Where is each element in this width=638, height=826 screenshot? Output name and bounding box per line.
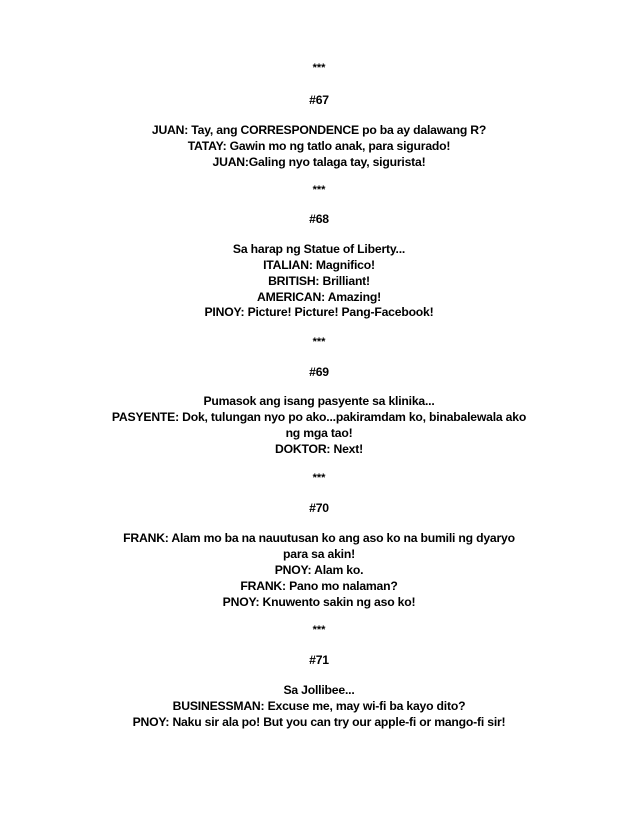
joke-number: #67 [309, 93, 329, 107]
separator: *** [312, 62, 326, 74]
joke-number: #70 [309, 501, 329, 515]
joke-number: #69 [309, 365, 329, 379]
joke-line: Sa Jollibee... [283, 683, 355, 697]
separator: *** [312, 472, 326, 484]
separator: *** [312, 336, 326, 348]
joke-line: PNOY: Alam ko. [274, 563, 364, 577]
joke-line: PINOY: Picture! Picture! Pang-Facebook! [204, 305, 434, 319]
joke-number: #68 [309, 212, 329, 226]
joke-line: ITALIAN: Magnifico! [263, 258, 375, 272]
joke-line: JUAN:Galing nyo talaga tay, sigurista! [212, 155, 426, 169]
joke-line: FRANK: Pano mo nalaman? [240, 579, 398, 593]
joke-line: DOKTOR: Next! [275, 442, 363, 456]
joke-line: AMERICAN: Amazing! [257, 290, 381, 304]
joke-line: JUAN: Tay, ang CORRESPONDENCE po ba ay dalawang R? [151, 123, 487, 137]
joke-line: FRANK: Alam mo ba na nauutusan ko ang aso ko na bumili ng dyaryo [123, 531, 515, 545]
joke-line: BRITISH: Brilliant! [268, 274, 370, 288]
separator: *** [312, 184, 326, 196]
joke-line: PNOY: Naku sir ala po! But you can try our apple-fi or mango-fi sir! [132, 715, 506, 729]
joke-line: para sa akin! [283, 547, 355, 561]
joke-line: PNOY: Knuwento sakin ng aso ko! [222, 595, 416, 609]
joke-line: BUSINESSMAN: Excuse me, may wi-fi ba kayo dito? [172, 699, 466, 713]
joke-line: Pumasok ang isang pasyente sa klinika... [203, 394, 435, 408]
separator: *** [312, 624, 326, 636]
joke-line: PASYENTE: Dok, tulungan nyo po ako...pakiramdam ko, binabalewala ako [111, 410, 527, 424]
joke-line: ng mga tao! [285, 426, 353, 440]
joke-line: TATAY: Gawin mo ng tatlo anak, para sigurado! [187, 139, 451, 153]
joke-number: #71 [309, 653, 329, 667]
joke-line: Sa harap ng Statue of Liberty... [232, 242, 406, 256]
